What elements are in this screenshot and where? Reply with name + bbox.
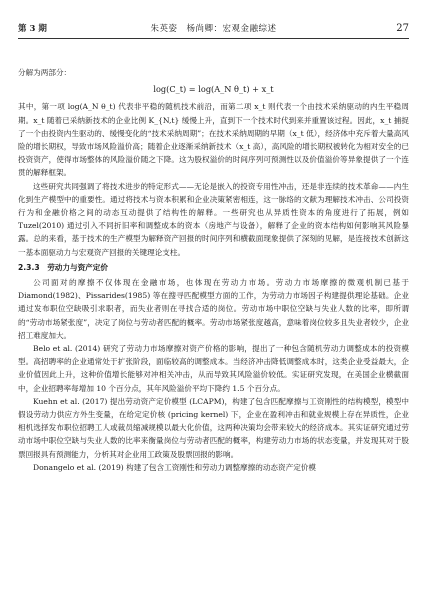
paragraph: Donangelo et al. (2019) 构建了包含工资刚性和劳动力调整摩擦的动态资产定价模 [33, 462, 316, 472]
paragraph: Kuehn et al. (2017) 提出劳动资产定价模型 (LCAPM)，构建了包含匹配摩擦与工资刚性的结构模型，模型中假设劳动力供应方外生变量，在给定定价核 (pricing kernel) 下，企业在盈利冲击和就业规模上存在异质性，企业相机选择发布职位招聘工人或裁员缩减规模以最大化价值，这两种决策均会带来较大的经济成本。其实证研究通过劳动市场中职位空缺与失业人数的比率来衡量岗位与劳动者匹配的概率，构建劳动力市场的状态变量，并发现其对于股票回报具有预测能力，分析其对企业用工政策及股票回报的影响。 [18, 396, 409, 459]
paragraph: 分解为两部分： [18, 68, 72, 77]
header-rule [18, 38, 409, 39]
paragraph: Belo et al. (2014) 研究了劳动力市场摩擦对资产价格的影响，提出了一种包含随机劳动力调整成本的投资模型。高招聘率的企业通常处于扩张阶段，面临较高的调整成本。当经济冲击降低调整成本时，这类企业受益最大，企业价值因此上升，这种价值增长能够对冲相关冲击，从而导致其风险溢价较低。实证研究发现，在美国企业横截面中，企业招聘率每增加 10 个百分点，其年风险溢价平均下降约 1.5 个百分点。 [18, 344, 409, 393]
running-header [18, 22, 409, 36]
issue-number: 第 3 期 [18, 24, 47, 34]
paragraph: 公司面对的摩擦不仅体现在金融市场，也体现在劳动力市场。劳动力市场摩擦的微观机制已基于 Diamond(1982)、Pissarides(1985) 等在搜寻匹配模型方面的工作，为劳动力市场因子构建提供理论基础。企业通过发布职位空缺吸引求职者，而失业者则在寻找合适的岗位。劳动市场中职位空缺与失业人数的比率，即所谓的“劳动市场紧张度”，决定了岗位与劳动者匹配的概率。劳动市场紧张度越高，意味着岗位较多且失业者较少，企业招工难度加大。 [18, 278, 409, 340]
body-text [18, 66, 409, 474]
section-heading: 2.3.3 劳动力与资产定价 [18, 262, 108, 272]
page-number: 27 [396, 23, 409, 34]
paragraph: 这些研究共同强调了将技术进步的特定形式——无论是嵌入的投资专用性冲击，还是非连续的技术革命——内生化到生产模型中的重要性。通过将技术与资本积累和企业决策紧密相连，这一脉络的文献为理解技术冲击、公司投资行为和金融价格之间的动态互动提供了结构性的解释。一些研究也从异质性资本的角度进行了拓展，例如 Tuzel(2010) 通过引入不同折旧率和调整成本的资本（房地产与设备），解释了企业的资本结构如何影响其风险暴露。总的来看，基于技术的生产模型为解释资产回报的时间序列和横截面现象提供了深刻的见解，是连接技术创新这一基本面驱动力与宏观资产回报的关键理论支柱。 [18, 181, 409, 257]
article-title: 朱英姿 杨尚卿：宏观金融综述 [150, 24, 277, 34]
paragraph: 其中，第一项 log(A_N θ_t) 代表非平稳的随机技术前沿，而第二项 x_t 则代表一个由技术采纳驱动的内生平稳周期。x_t 随着已采纳新技术的企业比例 K_{N,t} 缓慢上升，直到下一个技术时代到来并重置该过程。因此，x_t 捕捉了一个由投资内生驱动的、缓慢变化的“技术采纳周期”；在技术采纳周期的早期（x_t 低），经济体中充斥着大量高风险的增长期权，导致市场风险溢价高；随着企业逐渐采纳新技术（x_t 高），高风险的增长期权被转化为相对安全的已投资资产，使得市场整体的风险溢价随之下降。这为股权溢价的时间序列可预测性以及价值溢价等异象提供了一个连贯的解释框架。 [18, 102, 409, 178]
equation: log(C_t) = log(A_N θ_t) + x_t [153, 84, 274, 95]
